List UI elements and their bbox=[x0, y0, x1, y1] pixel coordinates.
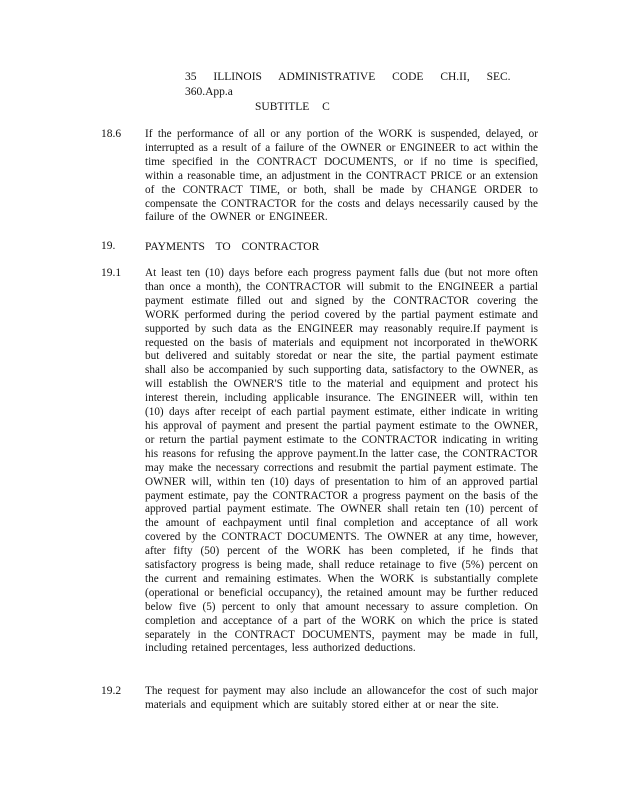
header-line-2: SUBTITLE C bbox=[255, 101, 330, 113]
section-number-19: 19. bbox=[101, 240, 116, 252]
section-text-19-1: At least ten (10) days before each progress payment falls due (but not more often than once a month), the CONTRACTOR will submit to the ENGINEER a partial payment estimate filled out and signed by the CONTRACTOR covering the WORK performed during the period covered by the partial payment estimate and supported by such data as the ENGINEER may reasonably require.If payment is requested on the basis of materials and equipment not incorporated in theWORK but delivered and suitably storedat or near the site, the partial payment estimate shall also be accompanied by such supporting data, satisfactory to the OWNER, as will establish the OWNER'S title to the material and equipment and protect his interest therein, including applicable insurance. The ENGINEER will, within ten (10) days after receipt of each partial payment estimate, either indicate in writing his approval of payment and present the partial payment estimate to the OWNER, or return the partial payment estimate to the CONTRACTOR indicating in writing his reasons for refusing the approve payment.In the latter case, the CONTRACTOR may make the necessary corrections and resubmit the partial payment estimate. The OWNER will, within ten (10) days of presentation to him of an approved partial payment estimate, pay the CONTRACTOR a progress payment on the basis of the approved partial payment estimate. The OWNER shall retain ten (10) percent of the amount of eachpayment until final completion and acceptance of all work covered by the CONTRACT DOCUMENTS. The OWNER at any time, however, after fifty (50) percent of the WORK has been completed, if he finds that satisfactory progress is being made, shall reduce retainage to five (5%) percent on the current and remaining estimates. When the WORK is substantially complete (operational or beneficial occupancy), the retained amount may be further reduced below five (5) percent to only that amount necessary to assure completion. On completion and acceptance of a part of the WORK on which the price is stated separately in the CONTRACT DOCUMENTS, payment may be made in full, including retained percentages, less authorized deductions. bbox=[145, 267, 538, 655]
section-number-19-1: 19.1 bbox=[101, 267, 122, 279]
section-number-19-2: 19.2 bbox=[101, 685, 122, 697]
section-number-18-6: 18.6 bbox=[101, 128, 122, 140]
section-heading-19: PAYMENTS TO CONTRACTOR bbox=[145, 241, 320, 253]
section-text-19-2: The request for payment may also include an allowancefor the cost of such major materials and equipment which are suitably stored either at or near the site. bbox=[145, 685, 538, 711]
page-header bbox=[185, 70, 545, 115]
header-line-1: 35 ILLINOIS ADMINISTRATIVE CODE CH.II, SEC. 360.App.a bbox=[185, 71, 511, 98]
section-text-18-6: If the performance of all or any portion of the WORK is suspended, delayed, or interrupted as a result of a failure of the OWNER or ENGINEER to act within the time specified in the CONTRACT DOCUMENTS, or if no time is specified, within a reasonable time, an adjustment in the CONTRACT PRICE or an extension of the CONTRACT TIME, or both, shall be made by CHANGE ORDER to compensate the CONTRACTOR for the costs and delays necessarily caused by the failure of the OWNER or ENGINEER. bbox=[145, 128, 538, 224]
